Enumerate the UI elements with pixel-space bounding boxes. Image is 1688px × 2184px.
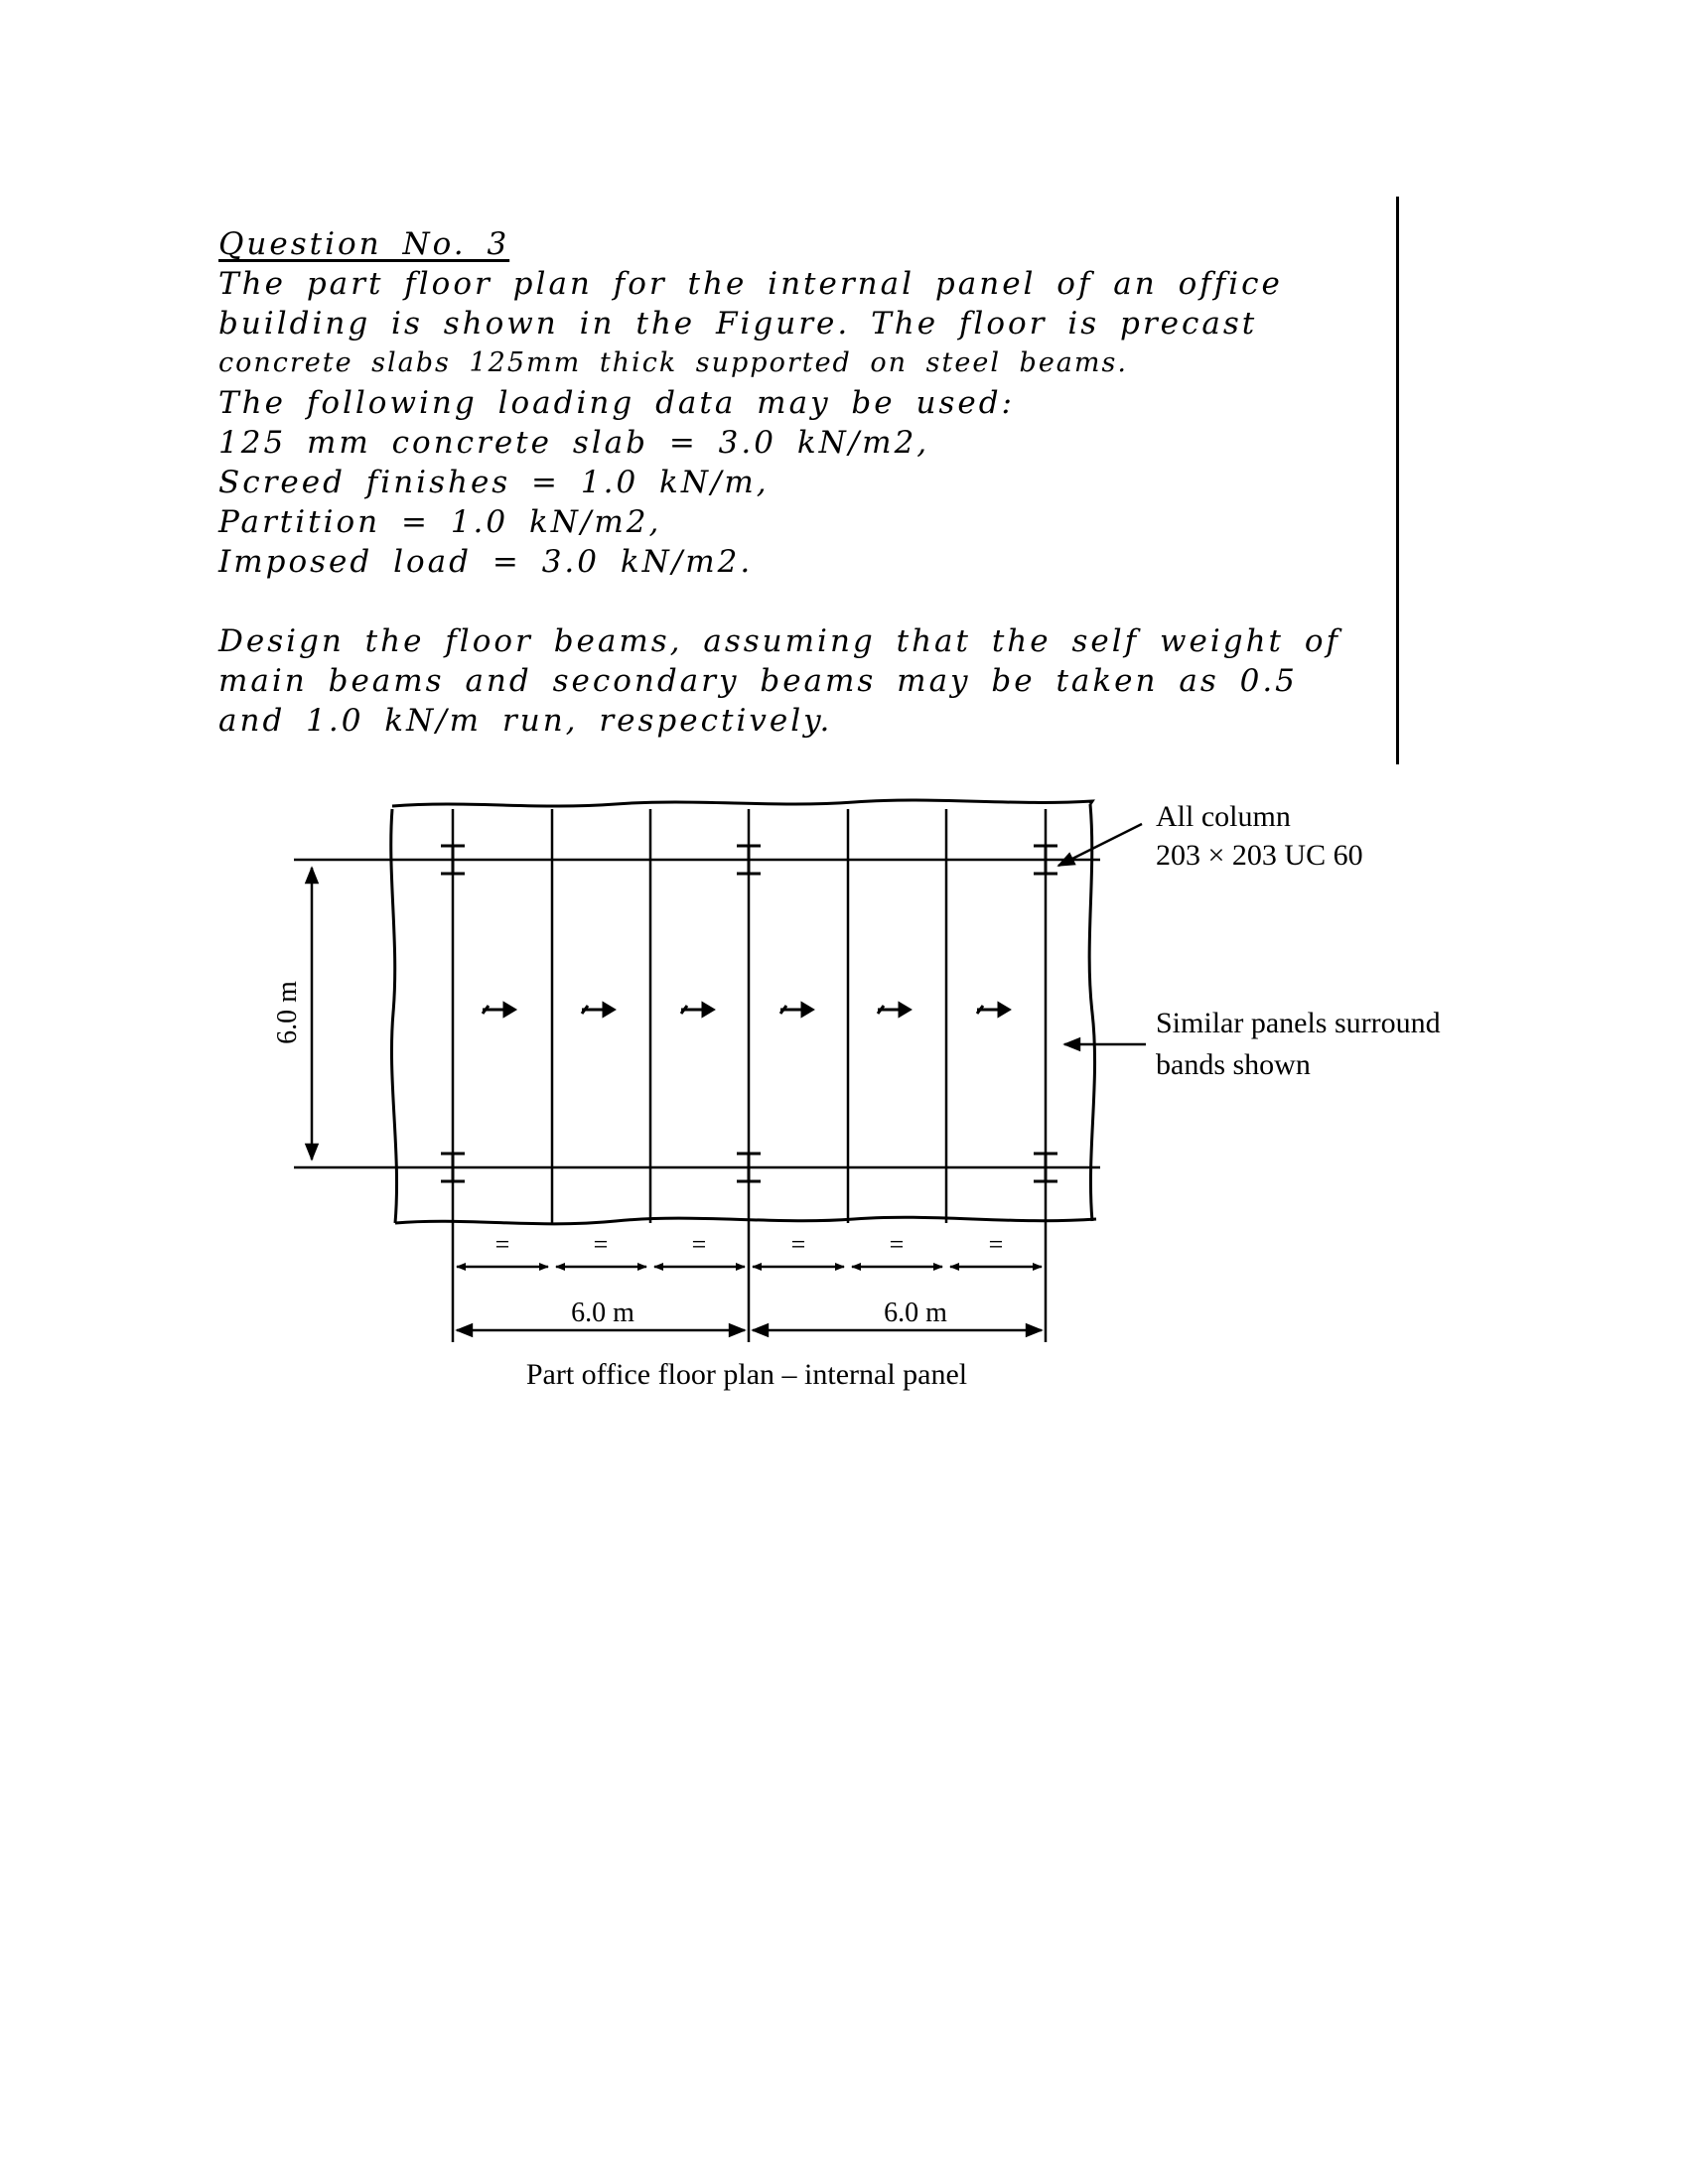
span-arrow-icon	[681, 1004, 713, 1016]
question-line: The part floor plan for the internal panel of an office	[218, 266, 1283, 302]
equal-mark: =	[593, 1230, 609, 1259]
equal-mark: =	[494, 1230, 510, 1259]
equal-mark: =	[988, 1230, 1004, 1259]
question-line: building is shown in the Figure. The floor is precast	[218, 306, 1258, 341]
figure-caption: Part office floor plan – internal panel	[525, 1358, 968, 1391]
span-arrow-icon	[483, 1004, 514, 1016]
load-slab: 125 mm concrete slab = 3.0 kN/m2,	[218, 425, 930, 461]
design-line: and 1.0 kN/m run, respectively.	[218, 703, 833, 739]
question-title: Question No. 3	[218, 226, 510, 262]
span-arrow-icon	[780, 1004, 812, 1016]
design-line: Design the floor beams, assuming that the self weight of	[218, 623, 1341, 659]
design-line: main beams and secondary beams may be taken as 0.5	[218, 663, 1298, 699]
height-dimension	[294, 860, 369, 1167]
panels-label-line-1: Similar panels surround	[1156, 1007, 1441, 1039]
slab-outline	[391, 800, 1096, 1224]
panels-label-line-2: bands shown	[1156, 1048, 1311, 1081]
height-dimension-label: 6.0 m	[272, 981, 303, 1044]
span-arrow-icon	[878, 1004, 910, 1016]
span-direction-symbols	[483, 1004, 1009, 1016]
load-screed: Screed finishes = 1.0 kN/m,	[218, 465, 770, 500]
column-label-line-2: 203 × 203 UC 60	[1156, 839, 1363, 872]
equal-mark: =	[691, 1230, 707, 1259]
width-dimension-right-label: 6.0 m	[884, 1297, 947, 1328]
load-imposed: Imposed load = 3.0 kN/m2.	[218, 544, 754, 580]
dimension-extension-lines	[453, 1223, 1046, 1342]
equal-mark: =	[889, 1230, 905, 1259]
main-beams	[369, 860, 1100, 1167]
question-line: concrete slabs 125mm thick supported on steel beams.	[218, 347, 1128, 378]
span-arrow-icon	[582, 1004, 614, 1016]
width-dimension-left-label: 6.0 m	[571, 1297, 634, 1328]
load-partition: Partition = 1.0 kN/m2,	[218, 504, 662, 540]
span-arrow-icon	[977, 1004, 1009, 1016]
equal-mark: =	[790, 1230, 806, 1259]
column-label-line-1: All column	[1156, 800, 1291, 833]
question-line: The following loading data may be used:	[218, 385, 1015, 421]
